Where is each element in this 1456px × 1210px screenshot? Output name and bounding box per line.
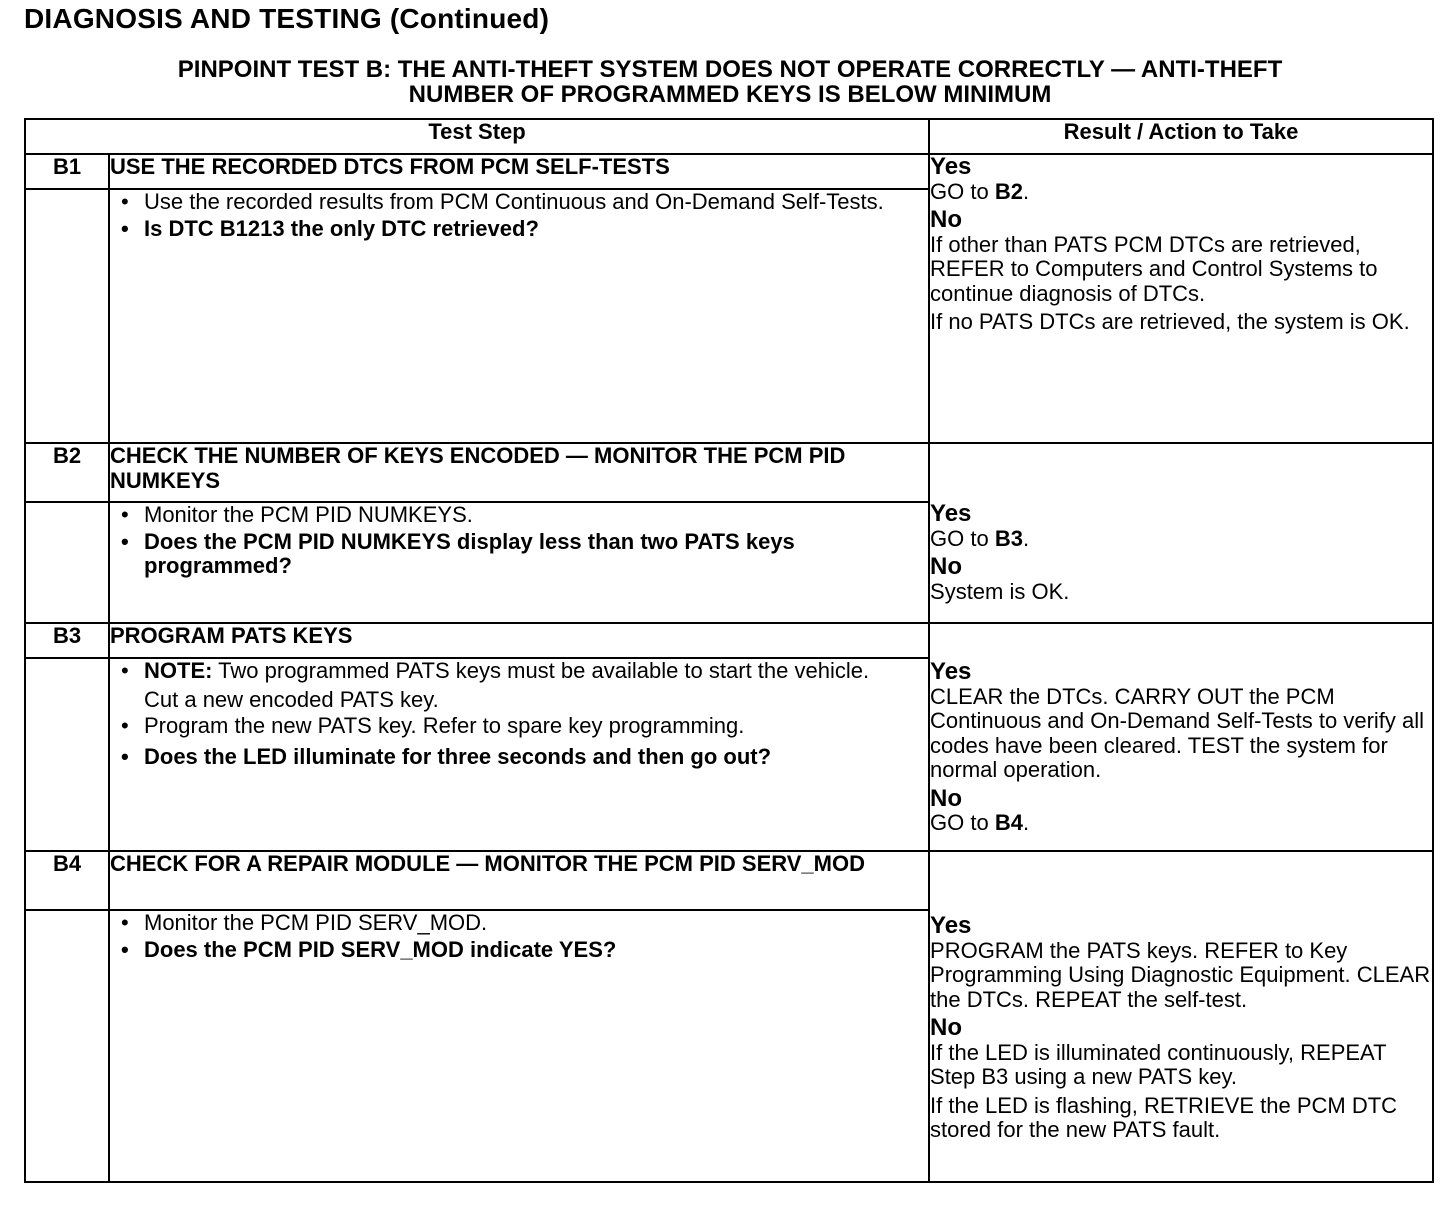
step-b2-title-row — [25, 443, 1433, 502]
step-b1-title-row — [25, 154, 1433, 189]
step-ref: B3 — [994, 525, 1023, 551]
note-item — [110, 659, 928, 684]
pinpoint-test-title — [30, 57, 1430, 107]
note-label: NOTE: — [144, 658, 213, 683]
step-b1-result — [929, 154, 1433, 443]
no-label: No — [930, 553, 963, 580]
yes-label: Yes — [930, 912, 972, 939]
step-id: B1 — [25, 154, 109, 189]
pinpoint-test-title-line-2: NUMBER OF PROGRAMMED KEYS IS BELOW MINIMUM — [408, 81, 1052, 108]
step-id-spacer — [25, 658, 109, 851]
pinpoint-test-title-line-1: PINPOINT TEST B: THE ANTI-THEFT SYSTEM DOES NOT OPERATE CORRECTLY — ANTI-THEFT — [177, 56, 1283, 83]
table-header-row — [25, 119, 1433, 154]
step-id-spacer — [25, 189, 109, 443]
step-bullets — [110, 190, 928, 241]
step-ref: B2 — [994, 178, 1023, 204]
step-title: USE THE RECORDED DTCS FROM PCM SELF-TESTS — [109, 154, 929, 189]
step-b3-result — [929, 623, 1433, 851]
yes-action: PROGRAM the PATS keys. REFER to Key Programming Using Diagnostic Equipment. CLEAR the DTCs. REPEAT the self-test. — [930, 937, 1431, 1012]
list-item-question: • Does the LED illuminate for three seconds and then go out? — [110, 745, 928, 770]
step-id: B3 — [25, 623, 109, 658]
step-b2-result — [929, 443, 1433, 623]
no-action: System is OK. — [930, 578, 1070, 604]
yes-action: GO to B2. — [930, 178, 1030, 204]
list-item-question: • Is DTC B1213 the only DTC retrieved? — [110, 217, 928, 242]
list-item-question: • Does the PCM PID NUMKEYS display less than two PATS keys programmed? — [110, 530, 928, 579]
no-label: No — [930, 784, 963, 812]
list-item: • Program the new PATS key. Refer to spare key programming. — [110, 714, 928, 739]
no-action: If the LED is illuminated continuously, REPEAT Step B3 using a new PATS key. — [930, 1039, 1387, 1089]
yes-label: Yes — [930, 500, 972, 527]
step-title: CHECK FOR A REPAIR MODULE — MONITOR THE PCM PID SERV_MOD — [109, 851, 929, 910]
page-heading: DIAGNOSIS AND TESTING (Continued) — [24, 3, 550, 34]
step-title: PROGRAM PATS KEYS — [109, 623, 929, 658]
no-action: If no PATS DTCs are retrieved, the system is OK. — [930, 309, 1410, 334]
note-text: Two programmed PATS keys must be available to start the vehicle. — [218, 658, 870, 683]
step-bullets — [110, 911, 928, 962]
no-label: No — [930, 1014, 963, 1041]
yes-label: Yes — [930, 153, 972, 180]
header-test-step: Test Step — [25, 119, 929, 154]
step-body — [109, 658, 929, 851]
step-body — [109, 189, 929, 443]
step-id-spacer — [25, 502, 109, 623]
step-body — [109, 502, 929, 623]
step-b4-title-row — [25, 851, 1433, 910]
step-body — [109, 910, 929, 1182]
header-result-action: Result / Action to Take — [929, 119, 1433, 154]
yes-label: Yes — [930, 658, 972, 685]
no-action: If the LED is flashing, RETRIEVE the PCM DTC stored for the new PATS fault. — [930, 1092, 1398, 1142]
step-b3-title-row — [25, 623, 1433, 658]
step-id-spacer — [25, 910, 109, 1182]
step-b4-result — [929, 851, 1433, 1182]
step-bullets — [110, 503, 928, 579]
yes-action: GO to B3. — [930, 525, 1030, 551]
step-id: B2 — [25, 443, 109, 502]
step-ref: B4 — [994, 810, 1023, 835]
no-label: No — [930, 206, 963, 233]
step-bullets — [110, 659, 928, 769]
note-continuation: Cut a new encoded PATS key. — [144, 686, 439, 712]
list-item-question: • Does the PCM PID SERV_MOD indicate YES? — [110, 938, 928, 963]
list-item: • Monitor the PCM PID SERV_MOD. — [110, 911, 928, 936]
no-action: GO to B4. — [930, 810, 1030, 835]
pinpoint-test-table — [24, 118, 1434, 1183]
step-title: CHECK THE NUMBER OF KEYS ENCODED — MONITOR THE PCM PID NUMKEYS — [109, 443, 929, 502]
no-action: If other than PATS PCM DTCs are retrieved, REFER to Computers and Control Systems to continue diagnosis of DTCs. — [930, 231, 1378, 306]
yes-action: CLEAR the DTCs. CARRY OUT the PCM Continuous and On-Demand Self-Tests to verify all codes have been cleared. TEST the system for normal operation. — [930, 683, 1425, 782]
list-item: • Use the recorded results from PCM Continuous and On-Demand Self-Tests. — [110, 190, 928, 215]
step-id: B4 — [25, 851, 109, 910]
list-item: • Monitor the PCM PID NUMKEYS. — [110, 503, 928, 528]
